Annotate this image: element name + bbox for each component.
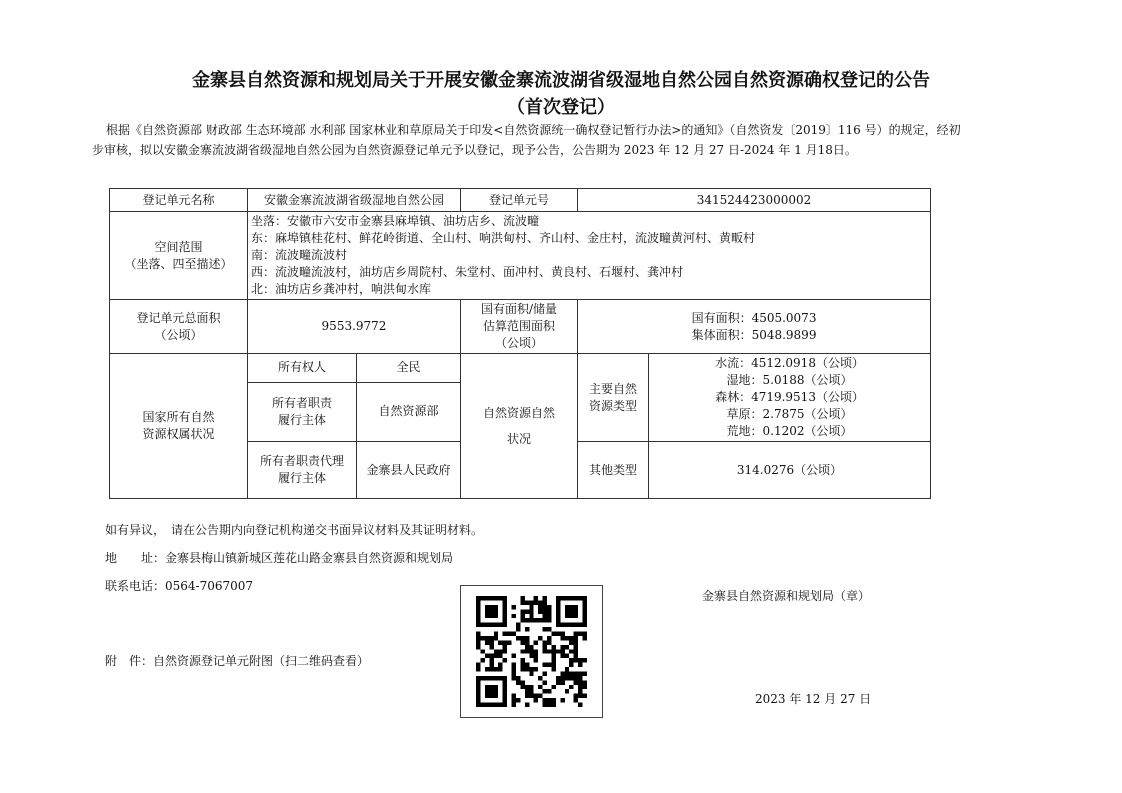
qr-code-icon [476,596,587,707]
agent-value: 金寨县人民政府 [357,442,461,499]
phone-line: 联系电话：0564-7067007 [105,579,254,593]
page-title: 金寨县自然资源和规划局关于开展安徽金寨流波湖省级湿地自然公园自然资源确权登记的公告 [192,70,930,91]
other-type-label: 其他类型 [578,442,649,499]
other-type-value: 314.0276（公顷） [649,442,931,499]
unit-no-value: 341524423000002 [578,189,931,212]
intro-paragraph: 根据《自然资源部 财政部 生态环境部 水利部 国家林业和草原局关于印发<自然资源统一确权登记暂行办法>的通知》（自然资发〔2019〕116 号）的规定，经初步审核，拟以安徽金寨流波湖省级湿地自然公园为自然资源登记单元予以登记，现予公告，公告期为 2023 年 12 月 27 日-2024 年 1 月18日。 [92,123,961,157]
state-area: 国有面积：4505.0073 [691,310,817,325]
owner-label: 所有权人 [248,354,357,383]
east-boundary: 东：麻埠镇桂花村、鲜花岭街道、全山村、响洪甸村、齐山村、金庄村，流波疃黄河村、黄畈村 [251,231,756,245]
duty-label: 所有者职责 履行主体 [248,382,357,441]
agent-label: 所有者职责代理 履行主体 [248,442,357,499]
space-range-desc [248,212,931,300]
total-area-label: 登记单元总面积 （公顷） [110,300,248,354]
address-line: 地 址：金寨县梅山镇新城区莲花山路金寨县自然资源和规划局 [105,551,454,565]
state-area-label: 国有面积/储量 估算范围面积 （公顷） [461,300,578,354]
unit-name-value: 安徽金寨流波湖省级湿地自然公园 [248,189,461,212]
space-range-label: 空间范围 （坐落、四至描述） [110,212,248,300]
objection-notice: 如有异议， 请在公告期内向登记机构递交书面异议材料及其证明材料。 [105,523,484,537]
attachment-line: 附 件：自然资源登记单元附图（扫二维码查看） [105,654,370,668]
north-boundary: 北：油坊店乡龚冲村，响洪甸水库 [251,282,432,296]
main-type-label: 主要自然 资源类型 [578,354,649,442]
issuer-seal-text: 金寨县自然资源和规划局（章） [702,589,871,603]
south-boundary: 南：流波疃流波村 [251,248,348,262]
main-type-values [649,354,931,442]
ownership-label: 国家所有自然 资源权属状况 [110,354,248,499]
natural-status-label: 自然资源自然 状况 [461,354,578,499]
wetland-value: 湿地：5.0188（公顷） [726,373,853,387]
duty-value: 自然资源部 [357,382,461,441]
location-line: 坐落：安徽市六安市金寨县麻埠镇、油坊店乡、流波疃 [251,214,540,228]
registration-table [109,188,931,499]
owner-value: 全民 [357,354,461,383]
unit-name-label: 登记单元名称 [110,189,248,212]
qr-code[interactable] [460,585,603,718]
state-area-values [578,300,931,354]
unit-no-label: 登记单元号 [461,189,578,212]
issue-date: 2023 年 12 月 27 日 [755,692,872,706]
page-subtitle: （首次登记） [507,97,615,118]
west-boundary: 西：流波疃流波村，油坊店乡周院村、朱堂村、面冲村、黄良村、石堰村、龚冲村 [251,265,684,279]
water-value: 水流：4512.0918（公顷） [715,356,864,370]
grassland-value: 草原：2.7875（公顷） [726,407,853,421]
forest-value: 森林：4719.9513（公顷） [715,390,864,404]
total-area-value: 9553.9772 [248,300,461,354]
collective-area: 集体面积：5048.9899 [691,327,817,342]
wasteland-value: 荒地：0.1202（公顷） [726,424,853,438]
